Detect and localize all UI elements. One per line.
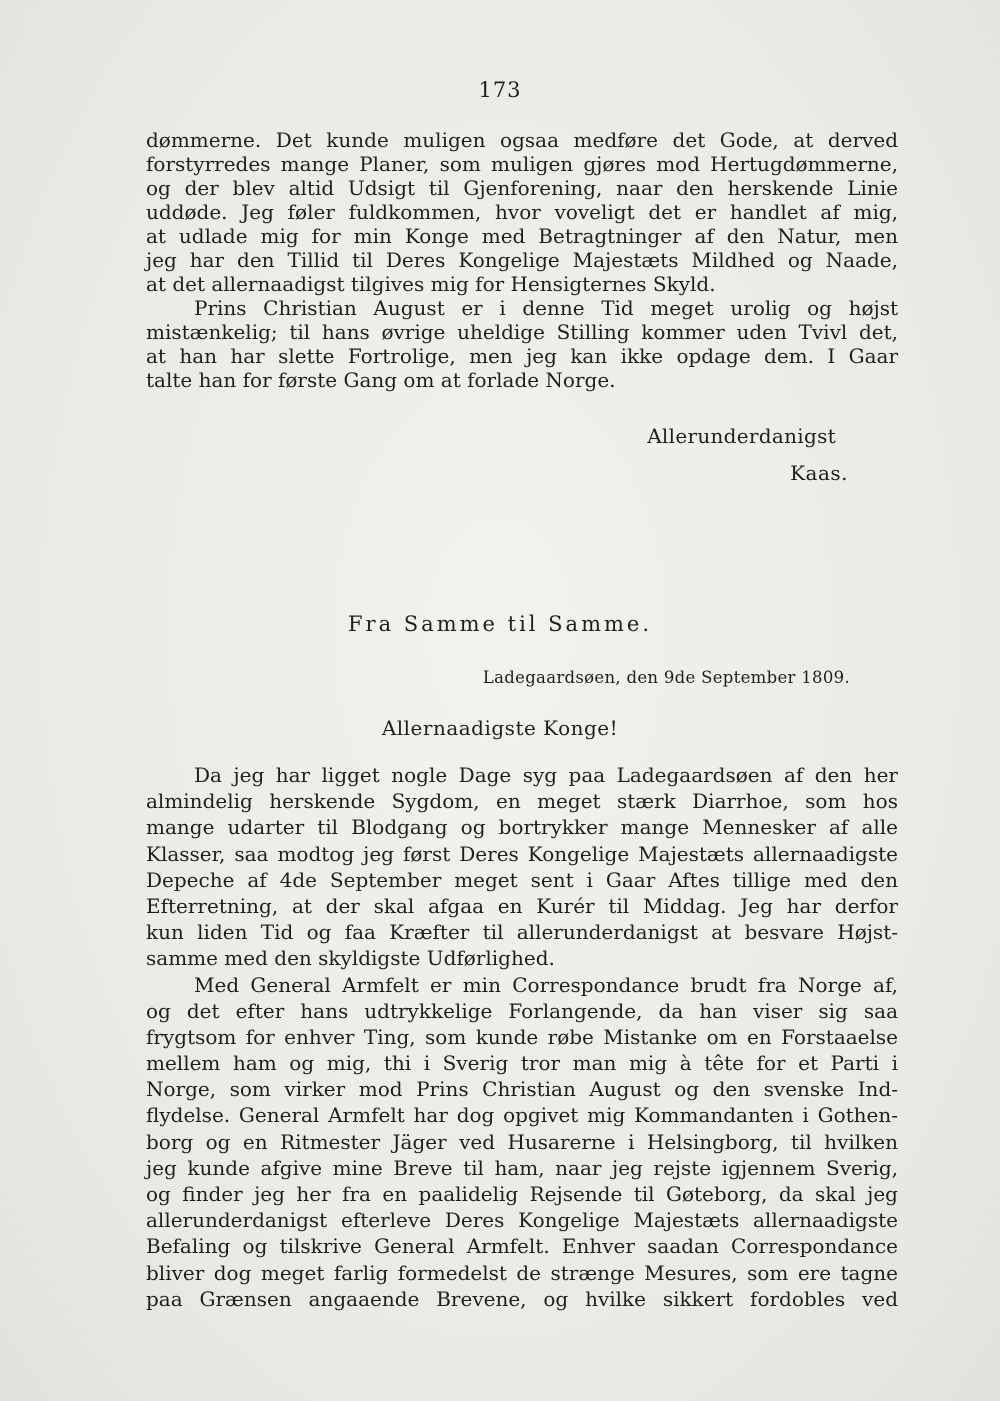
text-line: flydelse. General Armfelt har dog opgivet mig Kommandanten i Gothen- <box>146 1103 898 1128</box>
text-line: Prins Christian August er i denne Tid meget urolig og højst <box>194 296 898 320</box>
text-line: Norge, som virker mod Prins Christian August og den svenske Ind- <box>146 1077 898 1102</box>
text-line: og der blev altid Udsigt til Gjenforening, naar den herskende Linie <box>146 176 898 200</box>
text-line: bliver dog meget farlig formedelst de strænge Mesures, som ere tagne <box>146 1260 898 1285</box>
text-line: mellem ham og mig, thi i Sverig tror man mig à tête for et Parti i <box>146 1051 898 1076</box>
text-line: uddøde. Jeg føler fuldkommen, hvor voveligt det er handlet af mig, <box>146 200 898 224</box>
page-number: 173 <box>478 78 522 102</box>
paragraph <box>146 972 898 1312</box>
text-line: Befaling og tilskrive General Armfelt. Enhver saadan Correspondance <box>146 1234 898 1259</box>
text-line: mistænkelig; til hans øvrige uheldige Stilling kommer uden Tvivl det, <box>146 320 898 344</box>
text-line: og det efter hans udtrykkelige Forlangende, da han viser sig saa <box>146 998 898 1023</box>
text-line: jeg kunde afgive mine Breve til ham, naar jeg rejste igjennem Sverig, <box>146 1155 898 1180</box>
text-line: Depeche af 4de September meget sent i Gaar Aftes tillige med den <box>146 867 898 892</box>
text-line: og finder jeg her fra en paalidelig Rejsende til Gøteborg, da skal jeg <box>146 1182 898 1206</box>
text-line: at udlade mig for min Konge med Betragtninger af den Natur, men <box>146 224 898 248</box>
letter-body-top <box>146 128 898 392</box>
dateline: Ladegaardsøen, den 9de September 1809. <box>482 668 850 687</box>
paragraph <box>146 296 898 392</box>
letter-body-bottom <box>146 762 898 1312</box>
text-line: dømmerne. Det kunde muligen ogsaa medføre det Gode, at derved <box>146 128 898 152</box>
text-line: forstyrredes mange Planer, som muligen gjøres mod Hertugdømmerne, <box>146 152 898 176</box>
text-line: Med General Armfelt er min Correspondance brudt fra Norge af, <box>194 972 898 997</box>
text-line: at det allernaadigst tilgives mig for Hensigternes Skyld. <box>146 272 716 296</box>
text-line: samme med den skyldigste Udførlighed. <box>146 946 555 971</box>
text-line: Klasser, saa modtog jeg først Deres Kongelige Majestæts allernaadigste <box>146 841 898 866</box>
text-line: talte han for første Gang om at forlade Norge. <box>146 368 616 392</box>
paragraph <box>146 762 898 972</box>
text-line: paa Grænsen angaaende Brevene, og hvilke sikkert fordobles ved <box>146 1286 898 1311</box>
text-line: at han har slette Fortrolige, men jeg kan ikke opdage dem. I Gaar <box>146 344 898 368</box>
closing-phrase: Allerunderdanigst <box>647 424 836 448</box>
text-line: kun liden Tid og faa Kræfter til allerunderdanigst at besvare Højst- <box>146 920 898 945</box>
text-line: Efterretning, at der skal afgaa en Kurér til Middag. Jeg har derfor <box>146 893 898 918</box>
text-line: borg og en Ritmester Jäger ved Husarerne i Helsingborg, til hvilken <box>146 1129 898 1154</box>
text-line: almindelig herskende Sygdom, en meget stærk Diarrhoe, som hos <box>146 789 898 814</box>
letter-heading: Fra Samme til Samme. <box>347 612 653 636</box>
greeting: Allernaadigste Konge! <box>381 716 619 740</box>
text-line: frygtsom for enhver Ting, som kunde røbe Mistanke om en Forstaaelse <box>146 1024 898 1049</box>
signature: Kaas. <box>790 461 848 485</box>
text-line: mange udarter til Blodgang og bortrykker mange Mennesker af alle <box>146 815 898 840</box>
text-line: allerunderdanigst efterleve Deres Kongelige Majestæts allernaadigste <box>146 1208 898 1233</box>
paragraph <box>146 128 898 296</box>
text-line: jeg har den Tillid til Deres Kongelige Majestæts Mildhed og Naade, <box>146 248 898 272</box>
text-line: Da jeg har ligget nogle Dage syg paa Ladegaardsøen af den her <box>194 763 898 787</box>
